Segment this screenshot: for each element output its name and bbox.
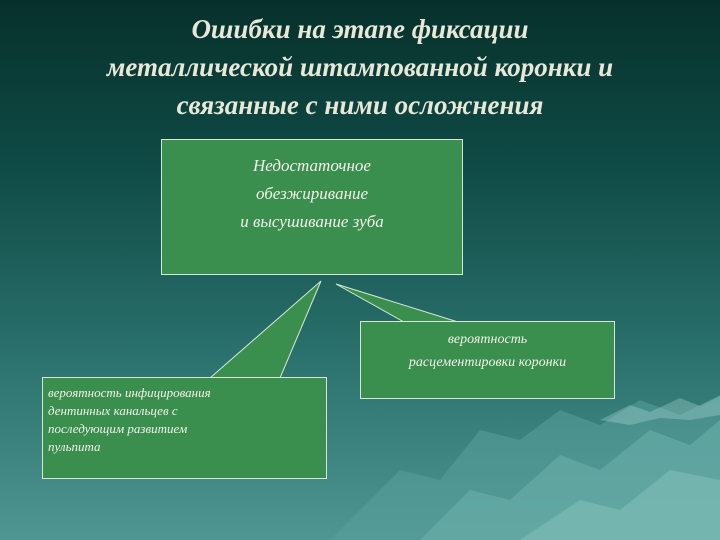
left-box-line-1: вероятность инфицирования <box>48 385 211 400</box>
main-cause-box <box>161 139 463 275</box>
right-box-line-1: вероятность <box>447 332 528 347</box>
left-box-line-2: дентинных канальцев с <box>48 403 178 418</box>
slide-title <box>20 10 700 124</box>
main-cause-line-3: и высушивание зуба <box>240 212 384 231</box>
main-cause-line-1: Недостаточное <box>253 156 371 175</box>
infection-consequence-box <box>42 377 327 479</box>
left-box-line-3: последующим развитием <box>48 421 188 436</box>
title-line-3: связанные с ними осложнения <box>176 90 544 120</box>
title-line-1: Ошибки на этапе фиксации <box>191 14 529 44</box>
main-cause-line-2: обезжиривание <box>255 184 369 203</box>
decementation-consequence-box <box>360 321 615 399</box>
right-box-line-2: расцементировки коронки <box>408 355 567 370</box>
left-box-line-4: пульпита <box>48 439 101 454</box>
title-line-2: металлической штампованной коронки и <box>106 52 614 82</box>
